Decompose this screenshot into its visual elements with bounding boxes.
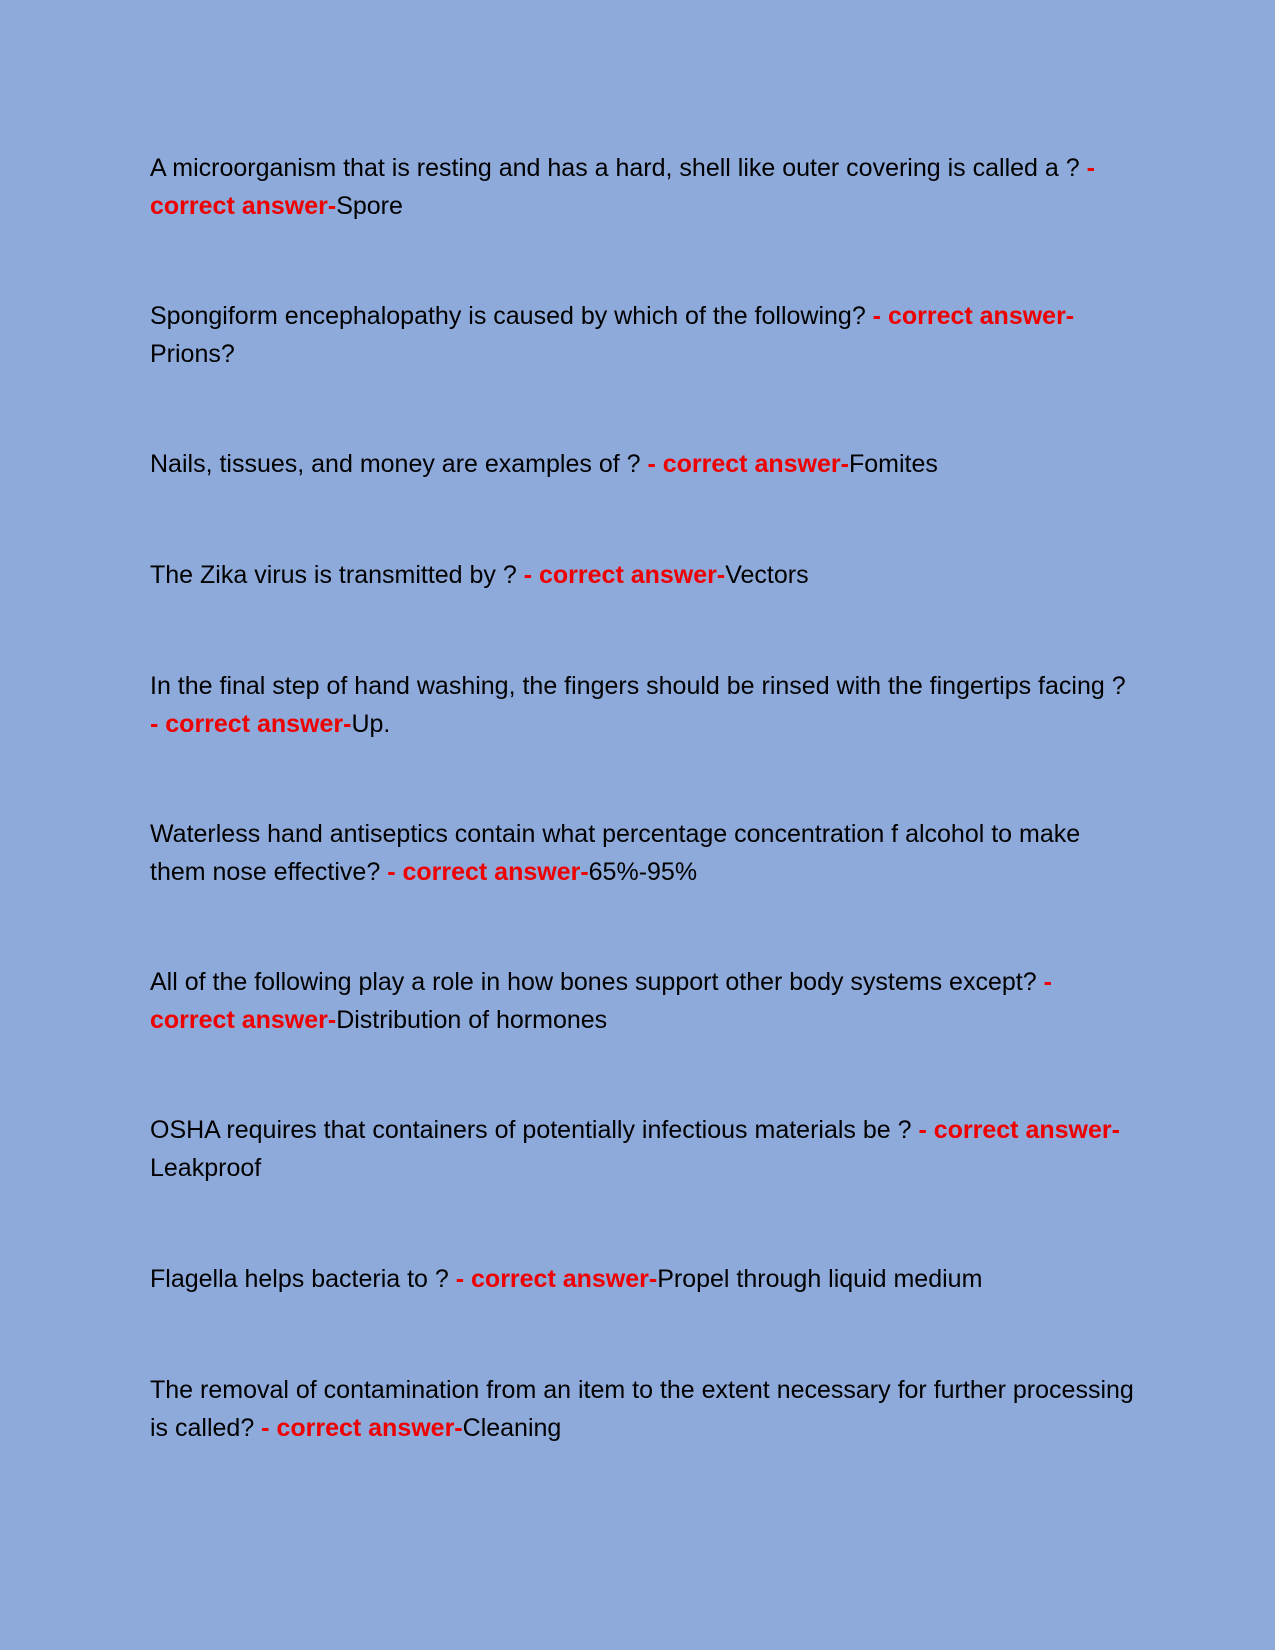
answer-marker: - correct answer- — [387, 858, 589, 886]
question-text: The Zika virus is transmitted by ? — [150, 561, 524, 589]
qa-item — [150, 963, 1135, 1039]
qa-item — [150, 1260, 1135, 1298]
qa-item — [150, 1111, 1135, 1187]
question-text: A microorganism that is resting and has a hard, shell like outer covering is called a ? — [150, 154, 1087, 182]
question-text: Waterless hand antiseptics contain what percentage concentration f alcohol to make them nose effective? — [150, 820, 1081, 886]
answer-marker: - correct answer- — [918, 1116, 1120, 1144]
question-text: Flagella helps bacteria to ? — [150, 1265, 456, 1293]
answer-marker: - correct answer- — [261, 1414, 463, 1442]
qa-item — [150, 815, 1135, 891]
qa-item — [150, 556, 1135, 594]
question-text: Nails, tissues, and money are examples of ? — [150, 450, 648, 478]
qa-item — [150, 1371, 1135, 1447]
answer-marker: - correct answer- — [647, 450, 849, 478]
answer-text: Up. — [351, 710, 391, 738]
answer-marker: - correct answer- — [150, 710, 352, 738]
answer-text: Fomites — [848, 450, 938, 478]
question-text: In the final step of hand washing, the fingers should be rinsed with the fingertips facing ? — [150, 672, 1126, 700]
question-text: All of the following play a role in how bones support other body systems except? — [150, 968, 1044, 996]
answer-marker: - correct answer- — [150, 154, 1095, 220]
answer-marker: - correct answer- — [523, 561, 726, 589]
answer-text: Prions? — [150, 340, 235, 368]
answer-text: Leakproof — [150, 1154, 262, 1182]
question-text: Spongiform encephalopathy is caused by which of the following? — [150, 302, 873, 330]
answer-text: Cleaning — [462, 1414, 562, 1442]
answer-text: Spore — [336, 192, 403, 220]
qa-item — [150, 667, 1135, 743]
question-text: The removal of contamination from an item to the extent necessary for further processing is called? — [150, 1376, 1134, 1442]
question-text: OSHA requires that containers of potentially infectious materials be ? — [150, 1116, 919, 1144]
answer-text: Propel through liquid medium — [657, 1265, 983, 1293]
answer-marker: - correct answer- — [150, 968, 1052, 1034]
qa-item — [150, 149, 1135, 225]
answer-marker: - correct answer- — [872, 302, 1075, 330]
answer-text: 65%-95% — [588, 858, 698, 886]
qa-item — [150, 445, 1135, 483]
answer-text: Distribution of hormones — [336, 1006, 608, 1034]
answer-marker: - correct answer- — [455, 1265, 658, 1293]
qa-item — [150, 297, 1135, 373]
answer-text: Vectors — [725, 561, 809, 589]
